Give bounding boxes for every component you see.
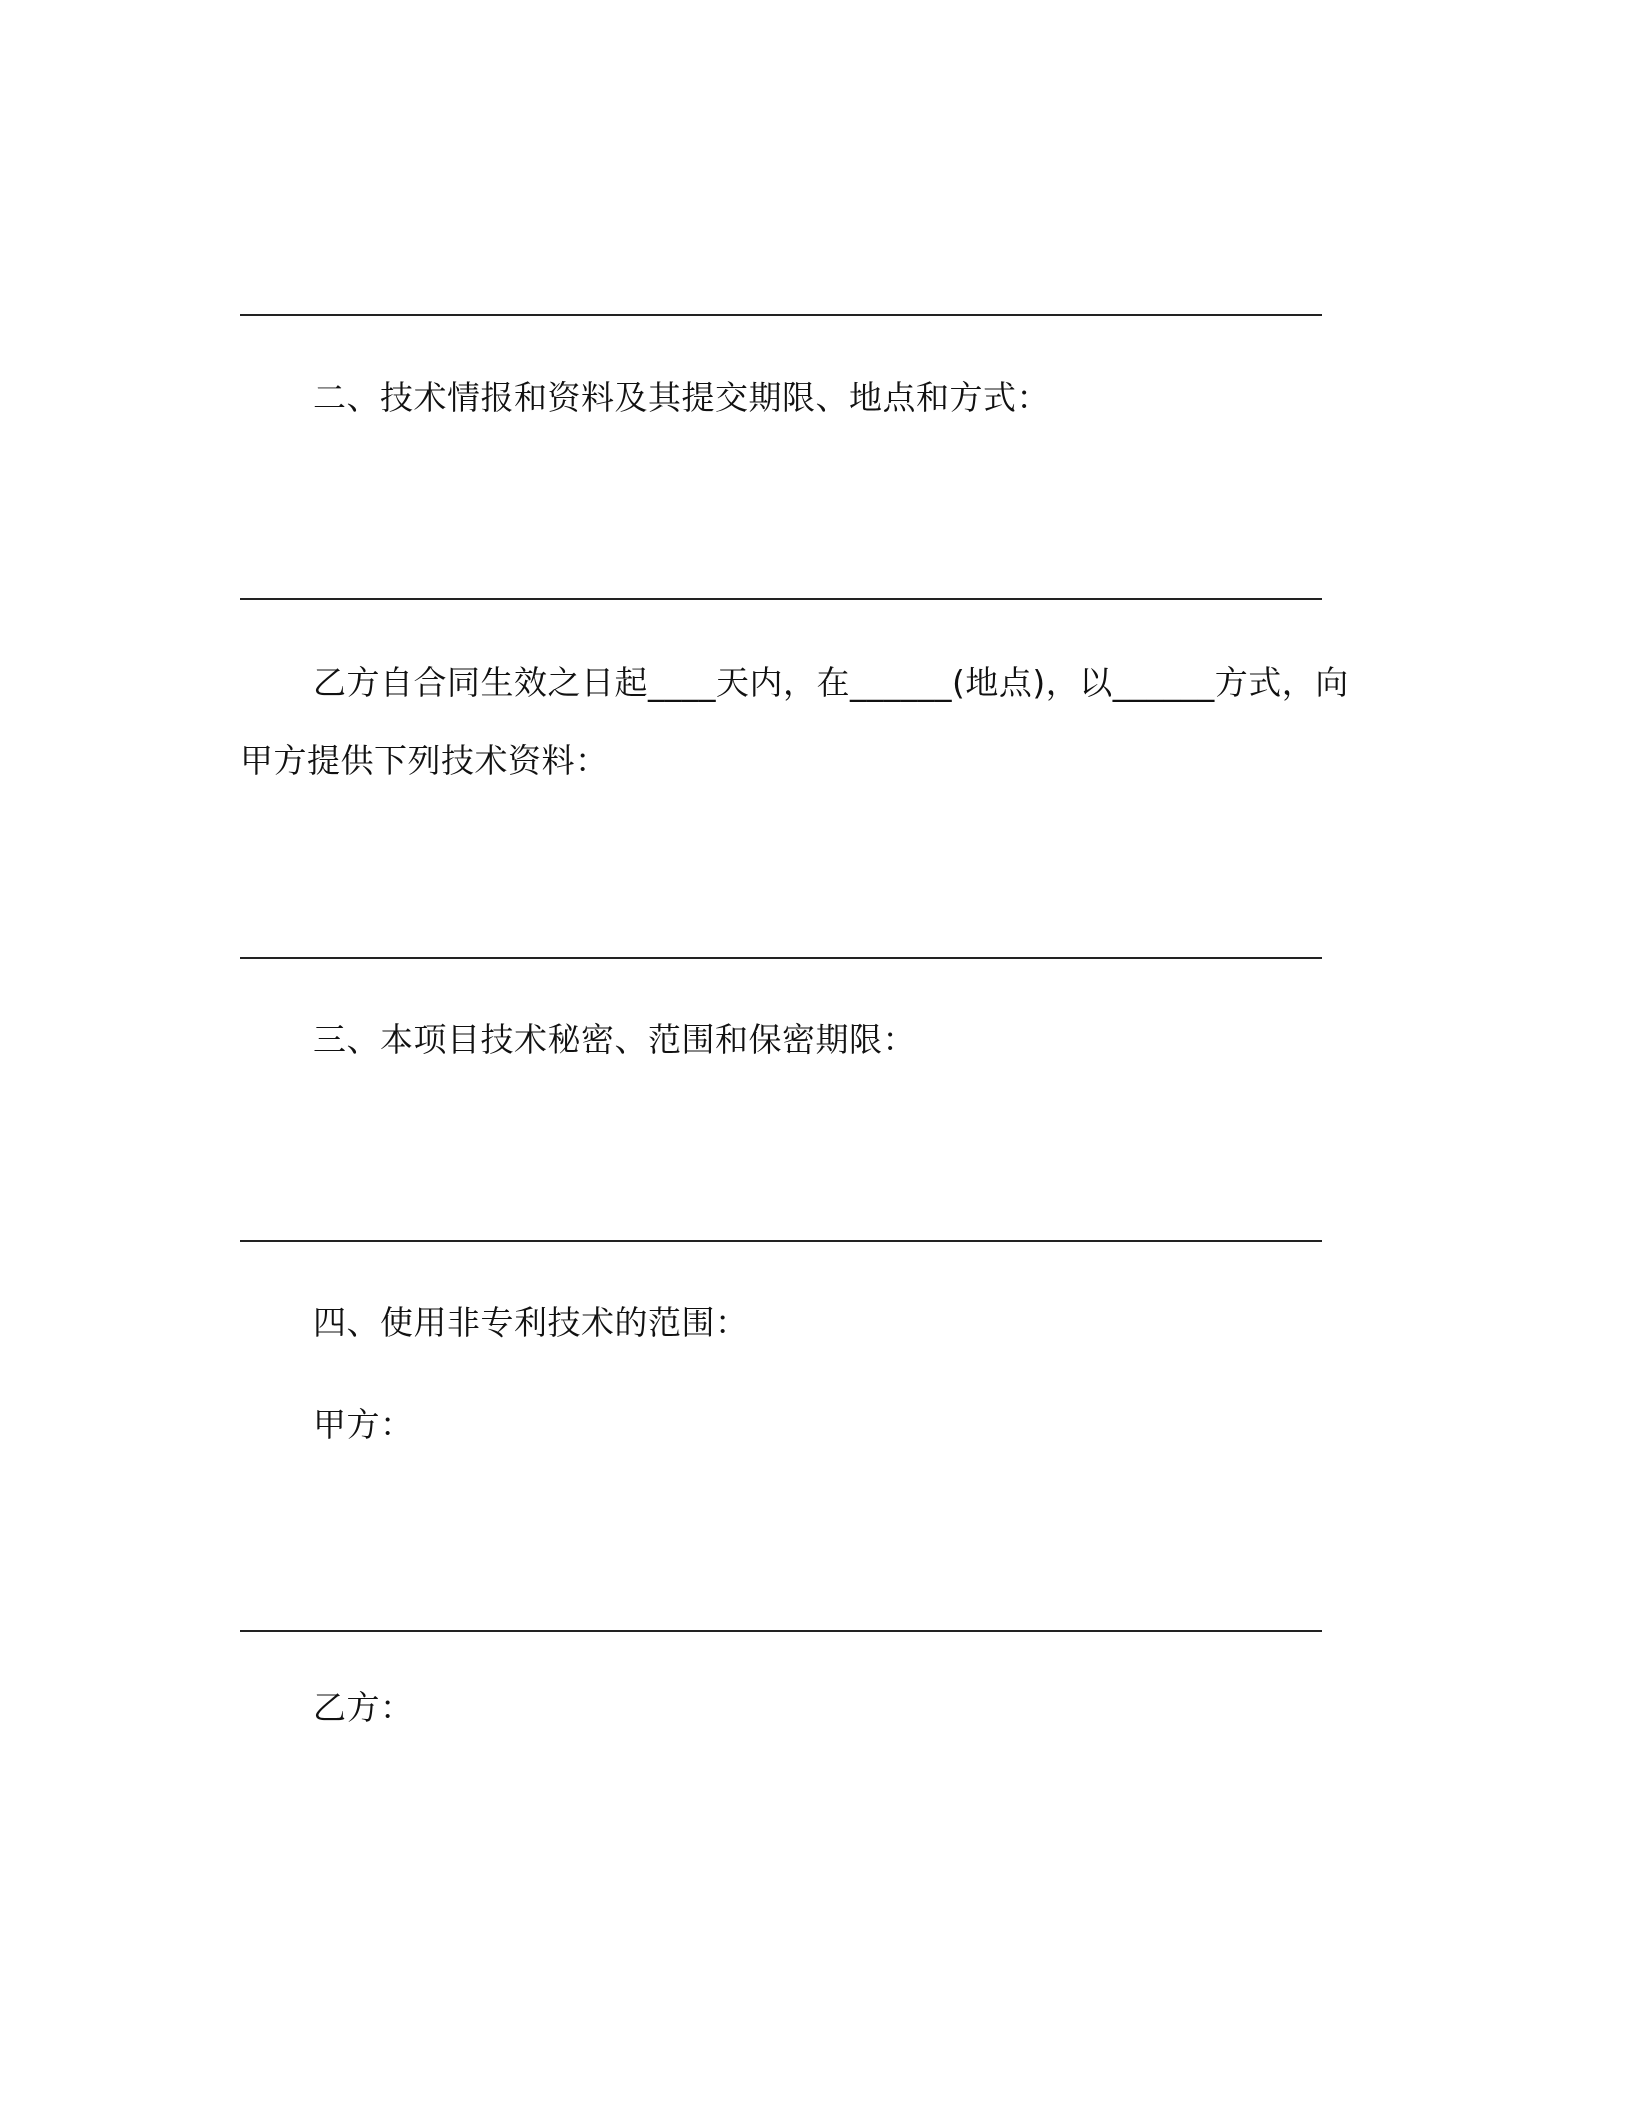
fill-in-line-1 — [240, 314, 1322, 316]
fill-in-line-2 — [240, 598, 1322, 600]
section-two-heading: 二、技术情报和资料及其提交期限、地点和方式： — [313, 378, 1050, 417]
delivery-paragraph: 乙方自合同生效之日起____天内，在______(地点)，以______方式，向甲方提供下列技术资料： — [240, 663, 1349, 780]
party-a-label: 甲方： — [313, 1405, 414, 1444]
section-three-heading: 三、本项目技术秘密、范围和保密期限： — [313, 1020, 916, 1059]
fill-in-line-4 — [240, 1240, 1322, 1242]
fill-in-line-3 — [240, 957, 1322, 959]
section-four-heading: 四、使用非专利技术的范围： — [313, 1303, 749, 1342]
party-b-label: 乙方： — [313, 1688, 414, 1727]
fill-in-line-5 — [240, 1630, 1322, 1632]
